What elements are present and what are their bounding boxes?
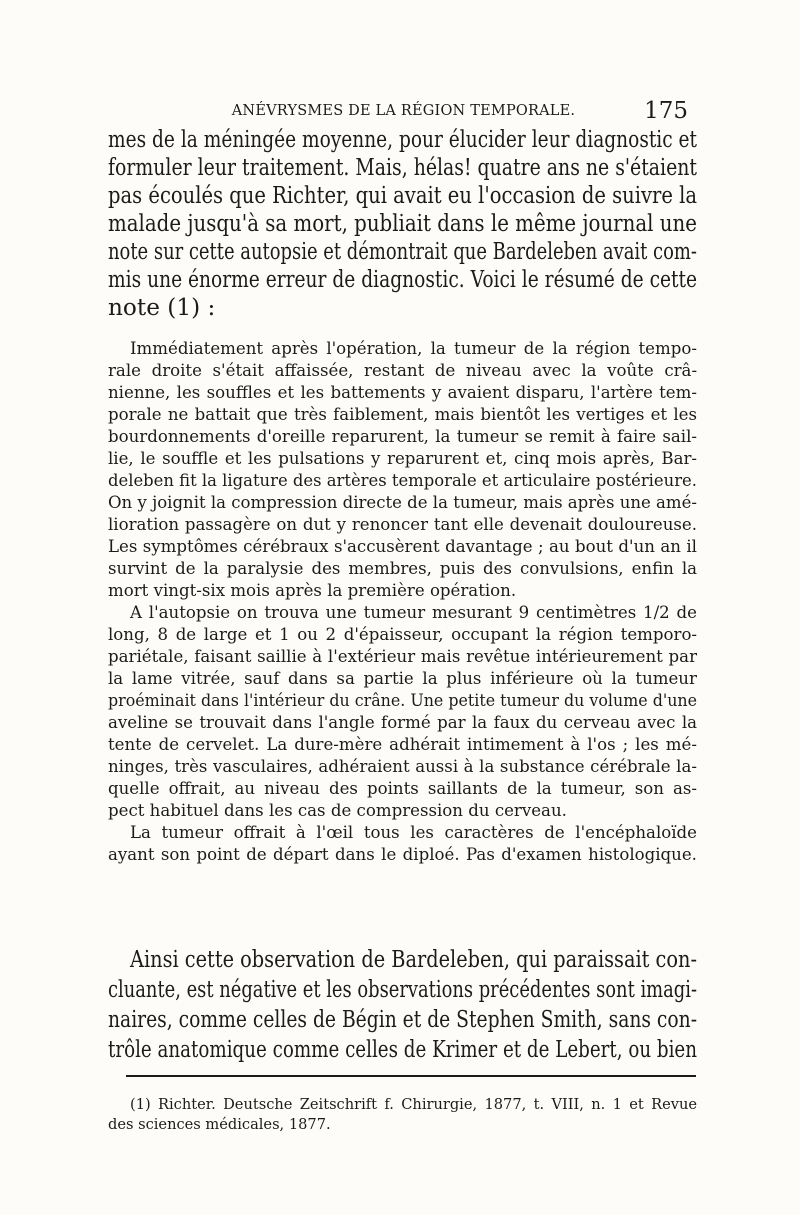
intro-line: formuler leur traitement. Mais, hélas! quatre ans ne s'étaient xyxy=(108,154,697,181)
quote-line: survint de la paralysie des membres, puis des convulsions, enfin la xyxy=(108,559,698,578)
quote-line: bourdonnements d'oreille reparurent, la tumeur se remit à faire sail- xyxy=(108,427,698,446)
quote-line: aveline se trouvait dans l'angle formé par la faux du cerveau avec la xyxy=(108,713,698,732)
quote-line: Les symptômes cérébraux s'accusèrent davantage ; au bout d'un an il xyxy=(108,537,697,556)
page-number: 175 xyxy=(644,98,688,124)
quote-line: tente de cervelet. La dure-mère adhérait intimement à l'os ; les mé- xyxy=(108,735,697,754)
running-head xyxy=(108,98,698,128)
intro-line: mis une énorme erreur de diagnostic. Voici le résumé de cette xyxy=(108,266,698,293)
quote-line: pariétale, faisant saillie à l'extérieur mais revêtue intérieurement par xyxy=(108,647,697,666)
conclusion-line: cluante, est négative et les observations précédentes sont imagi- xyxy=(108,976,698,1003)
quote-line: pect habituel dans les cas de compression du cerveau. xyxy=(108,801,567,820)
quote-line: long, 8 de large et 1 ou 2 d'épaisseur, occupant la région temporo- xyxy=(108,625,698,644)
quote-line: quelle offrait, au niveau des points saillants de la tumeur, son as- xyxy=(108,779,698,798)
intro-line: pas écoulés que Richter, qui avait eu l'occasion de suivre la xyxy=(108,182,698,209)
footnote-rule xyxy=(126,1075,696,1077)
quote-line: proéminait dans l'intérieur du crâne. Une petite tumeur du volume d'une xyxy=(108,691,698,710)
conclusion-line: naires, comme celles de Bégin et de Stephen Smith, sans con- xyxy=(108,1006,698,1033)
quote-line: rale droite s'était affaissée, restant de niveau avec la voûte crâ- xyxy=(108,361,698,380)
quote-line: A l'autopsie on trouva une tumeur mesurant 9 centimètres 1/2 de xyxy=(130,603,697,622)
quote-line: lioration passagère on dut y renoncer tant elle devenait douloureuse. xyxy=(108,515,698,534)
quote-line: deleben fit la ligature des artères temporale et articulaire postérieure. xyxy=(108,471,697,490)
quote-line: La tumeur offrait à l'œil tous les caractères de l'encéphaloïde xyxy=(130,823,697,842)
quote-line: ayant son point de départ dans le diploé. Pas d'examen histologique. xyxy=(108,845,697,864)
quote-line: lie, le souffle et les pulsations y reparurent et, cinq mois après, Bar- xyxy=(108,449,698,468)
intro-line: mes de la méningée moyenne, pour élucider leur diagnostic et xyxy=(108,126,698,153)
conclusion-line: trôle anatomique comme celles de Krimer et de Lebert, ou bien xyxy=(108,1036,698,1063)
intro-line: note (1) : xyxy=(108,294,216,321)
quote-line: mort vingt-six mois après la première opération. xyxy=(108,581,517,600)
quote-line: Immédiatement après l'opération, la tumeur de la région tempo- xyxy=(130,339,697,358)
conclusion-line: Ainsi cette observation de Bardeleben, qui paraissait con- xyxy=(130,946,697,973)
quote-line: ninges, très vasculaires, adhéraient aussi à la substance cérébrale la- xyxy=(108,757,697,776)
footnote-line: (1) Richter. Deutsche Zeitschrift f. Chirurgie, 1877, t. VIII, n. 1 et Revue xyxy=(130,1096,698,1113)
running-title: ANÉVRYSMES DE LA RÉGION TEMPORALE. xyxy=(231,103,576,119)
intro-line: malade jusqu'à sa mort, publiait dans le même journal une xyxy=(108,210,697,237)
quote-line: la lame vitrée, sauf dans sa partie la plus inférieure où la tumeur xyxy=(108,669,697,688)
quote-line: porale ne battait que très faiblement, mais bientôt les vertiges et les xyxy=(108,405,697,424)
intro-line: note sur cette autopsie et démontrait que Bardeleben avait com- xyxy=(108,238,697,265)
footnote-line: des sciences médicales, 1877. xyxy=(108,1116,331,1133)
quote-line: On y joignit la compression directe de la tumeur, mais après une amé- xyxy=(108,493,697,512)
quote-line: nienne, les souffles et les battements y avaient disparu, l'artère tem- xyxy=(108,383,697,402)
